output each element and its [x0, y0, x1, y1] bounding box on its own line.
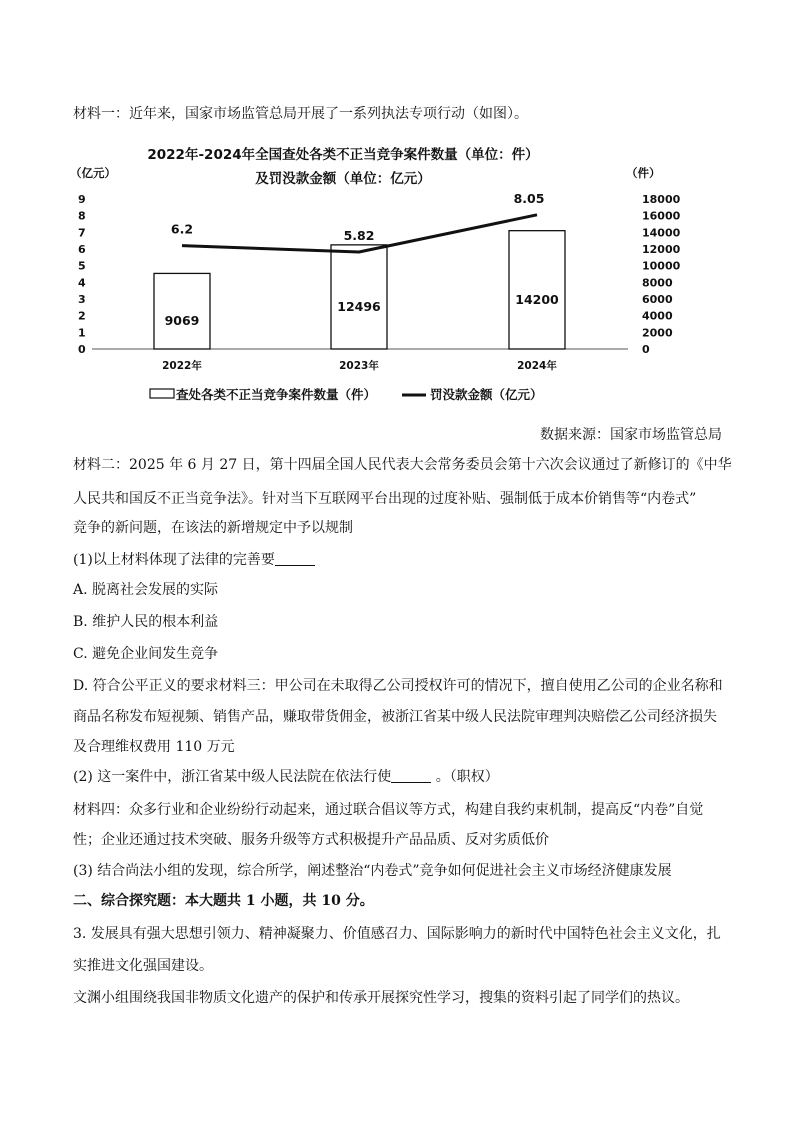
left-axis-unit: （亿元）	[70, 166, 116, 180]
line-data-label: 8.05	[513, 190, 545, 206]
left-tick-label: 5	[78, 259, 86, 273]
material-2-line1: 材料二：2025 年 6 月 27 日，第十四届全国人民代表大会常务委员会第十六次会议通过了新修订的《中华	[73, 457, 732, 473]
left-tick-label: 8	[78, 209, 86, 223]
right-tick-label: 16000	[642, 209, 681, 223]
category-label: 2023年	[339, 360, 379, 372]
bar-data-label: 12496	[337, 298, 381, 314]
bar-case-count	[509, 231, 565, 349]
question-1-text: (1)以上材料体现了法律的完善要	[73, 552, 275, 568]
left-tick-label: 0	[78, 343, 86, 356]
section-2-heading: 二、综合探究题：本大题共 1 小题，共 10 分。	[73, 893, 374, 909]
material-3-line3: 及合理维权费用 110 万元	[73, 739, 235, 755]
material-3-line2: 商品名称发布短视频、销售产品，赚取带货佣金，被浙江省某中级人民法院审理判决赔偿乙公司经济损失	[73, 709, 717, 725]
right-tick-label: 0	[642, 343, 650, 356]
legend-bar-label: 查处各类不正当竞争案件数量（件）	[176, 387, 377, 402]
chart-svg	[70, 133, 682, 409]
left-tick-label: 3	[78, 293, 86, 306]
bar-data-label: 9069	[164, 313, 200, 329]
answer-blank-2[interactable]	[391, 768, 431, 783]
question-2-hint: 。（职权）	[431, 769, 499, 785]
right-tick-label: 4000	[642, 309, 673, 323]
question-2-text: (2) 这一案件中，浙江省某中级人民法院在依法行使	[73, 769, 392, 785]
line-data-label: 6.2	[170, 221, 194, 237]
right-tick-label: 8000	[642, 276, 673, 290]
right-tick-label: 2000	[642, 326, 673, 340]
option-b[interactable]: B. 维护人民的根本利益	[73, 614, 219, 630]
material-4-line1: 材料四：众多行业和企业纷纷行动起来，通过联合倡议等方式，构建自我约束机制，提高反“内卷”自觉	[73, 802, 704, 818]
left-tick-label: 6	[78, 243, 86, 256]
bar-case-count	[154, 273, 210, 349]
right-axis-unit: （件）	[626, 166, 661, 180]
category-label: 2024年	[517, 360, 557, 372]
category-label: 2022年	[162, 360, 202, 372]
answer-blank-1[interactable]	[275, 551, 315, 566]
chart-title-line2: 及罚没款金额（单位：亿元）	[255, 171, 431, 187]
question-4-line3: 文渊小组围绕我国非物质文化遗产的保护和传承开展探究性学习，搜集的资料引起了同学们的热议。	[73, 990, 689, 1006]
material-2-line3: 竞争的新问题，在该法的新增规定中予以规制	[73, 520, 353, 536]
chart-figure	[70, 133, 682, 409]
question-4-line2: 实推进文化强国建设。	[73, 958, 213, 974]
material-2-line2: 人民共和国反不正当竞争法》。针对当下互联网平台出现的过度补贴、强制低于成本价销售等“内卷式”	[73, 491, 697, 507]
question-1	[73, 550, 315, 570]
left-tick-label: 1	[78, 326, 86, 340]
right-tick-label: 6000	[642, 293, 673, 306]
question-2	[73, 767, 499, 787]
bar-case-count	[331, 245, 387, 349]
bar-data-label: 14200	[515, 291, 559, 307]
chart-title-line1: 2022年-2024年全国查处各类不正当竞争案件数量（单位：件）	[147, 147, 539, 163]
left-tick-label: 9	[78, 193, 86, 206]
question-3: (3) 结合尚法小组的发现，综合所学，阐述整治“内卷式”竞争如何促进社会主义市场经济健康发展	[73, 863, 672, 879]
question-4-line1: 3. 发展具有强大思想引领力、精神凝聚力、价值感召力、国际影响力的新时代中国特色社会主义文化，扎	[73, 926, 721, 942]
left-tick-label: 4	[78, 276, 86, 290]
data-source: 数据来源：国家市场监管总局	[540, 427, 722, 443]
option-c[interactable]: C. 避免企业间发生竞争	[73, 646, 219, 662]
left-tick-label: 2	[78, 309, 86, 323]
legend-bar-swatch	[150, 389, 174, 398]
option-d-and-material-3-line1[interactable]: D. 符合公平正义的要求材料三：甲公司在未取得乙公司授权许可的情况下，擅自使用乙公司的企业名称和	[73, 678, 723, 694]
option-a[interactable]: A. 脱离社会发展的实际	[73, 582, 219, 598]
right-tick-label: 12000	[642, 243, 681, 256]
line-data-label: 5.82	[343, 228, 375, 243]
material-4-line2: 性；企业还通过技术突破、服务升级等方式积极提升产品品质、反对劣质低价	[73, 832, 549, 848]
material-1-intro: 材料一：近年来，国家市场监管总局开展了一系列执法专项行动（如图）。	[73, 106, 528, 122]
left-tick-label: 7	[78, 226, 86, 240]
right-tick-label: 18000	[642, 193, 681, 206]
legend-line-label: 罚没款金额（亿元）	[430, 387, 543, 402]
right-tick-label: 10000	[642, 259, 681, 273]
right-tick-label: 14000	[642, 226, 681, 240]
